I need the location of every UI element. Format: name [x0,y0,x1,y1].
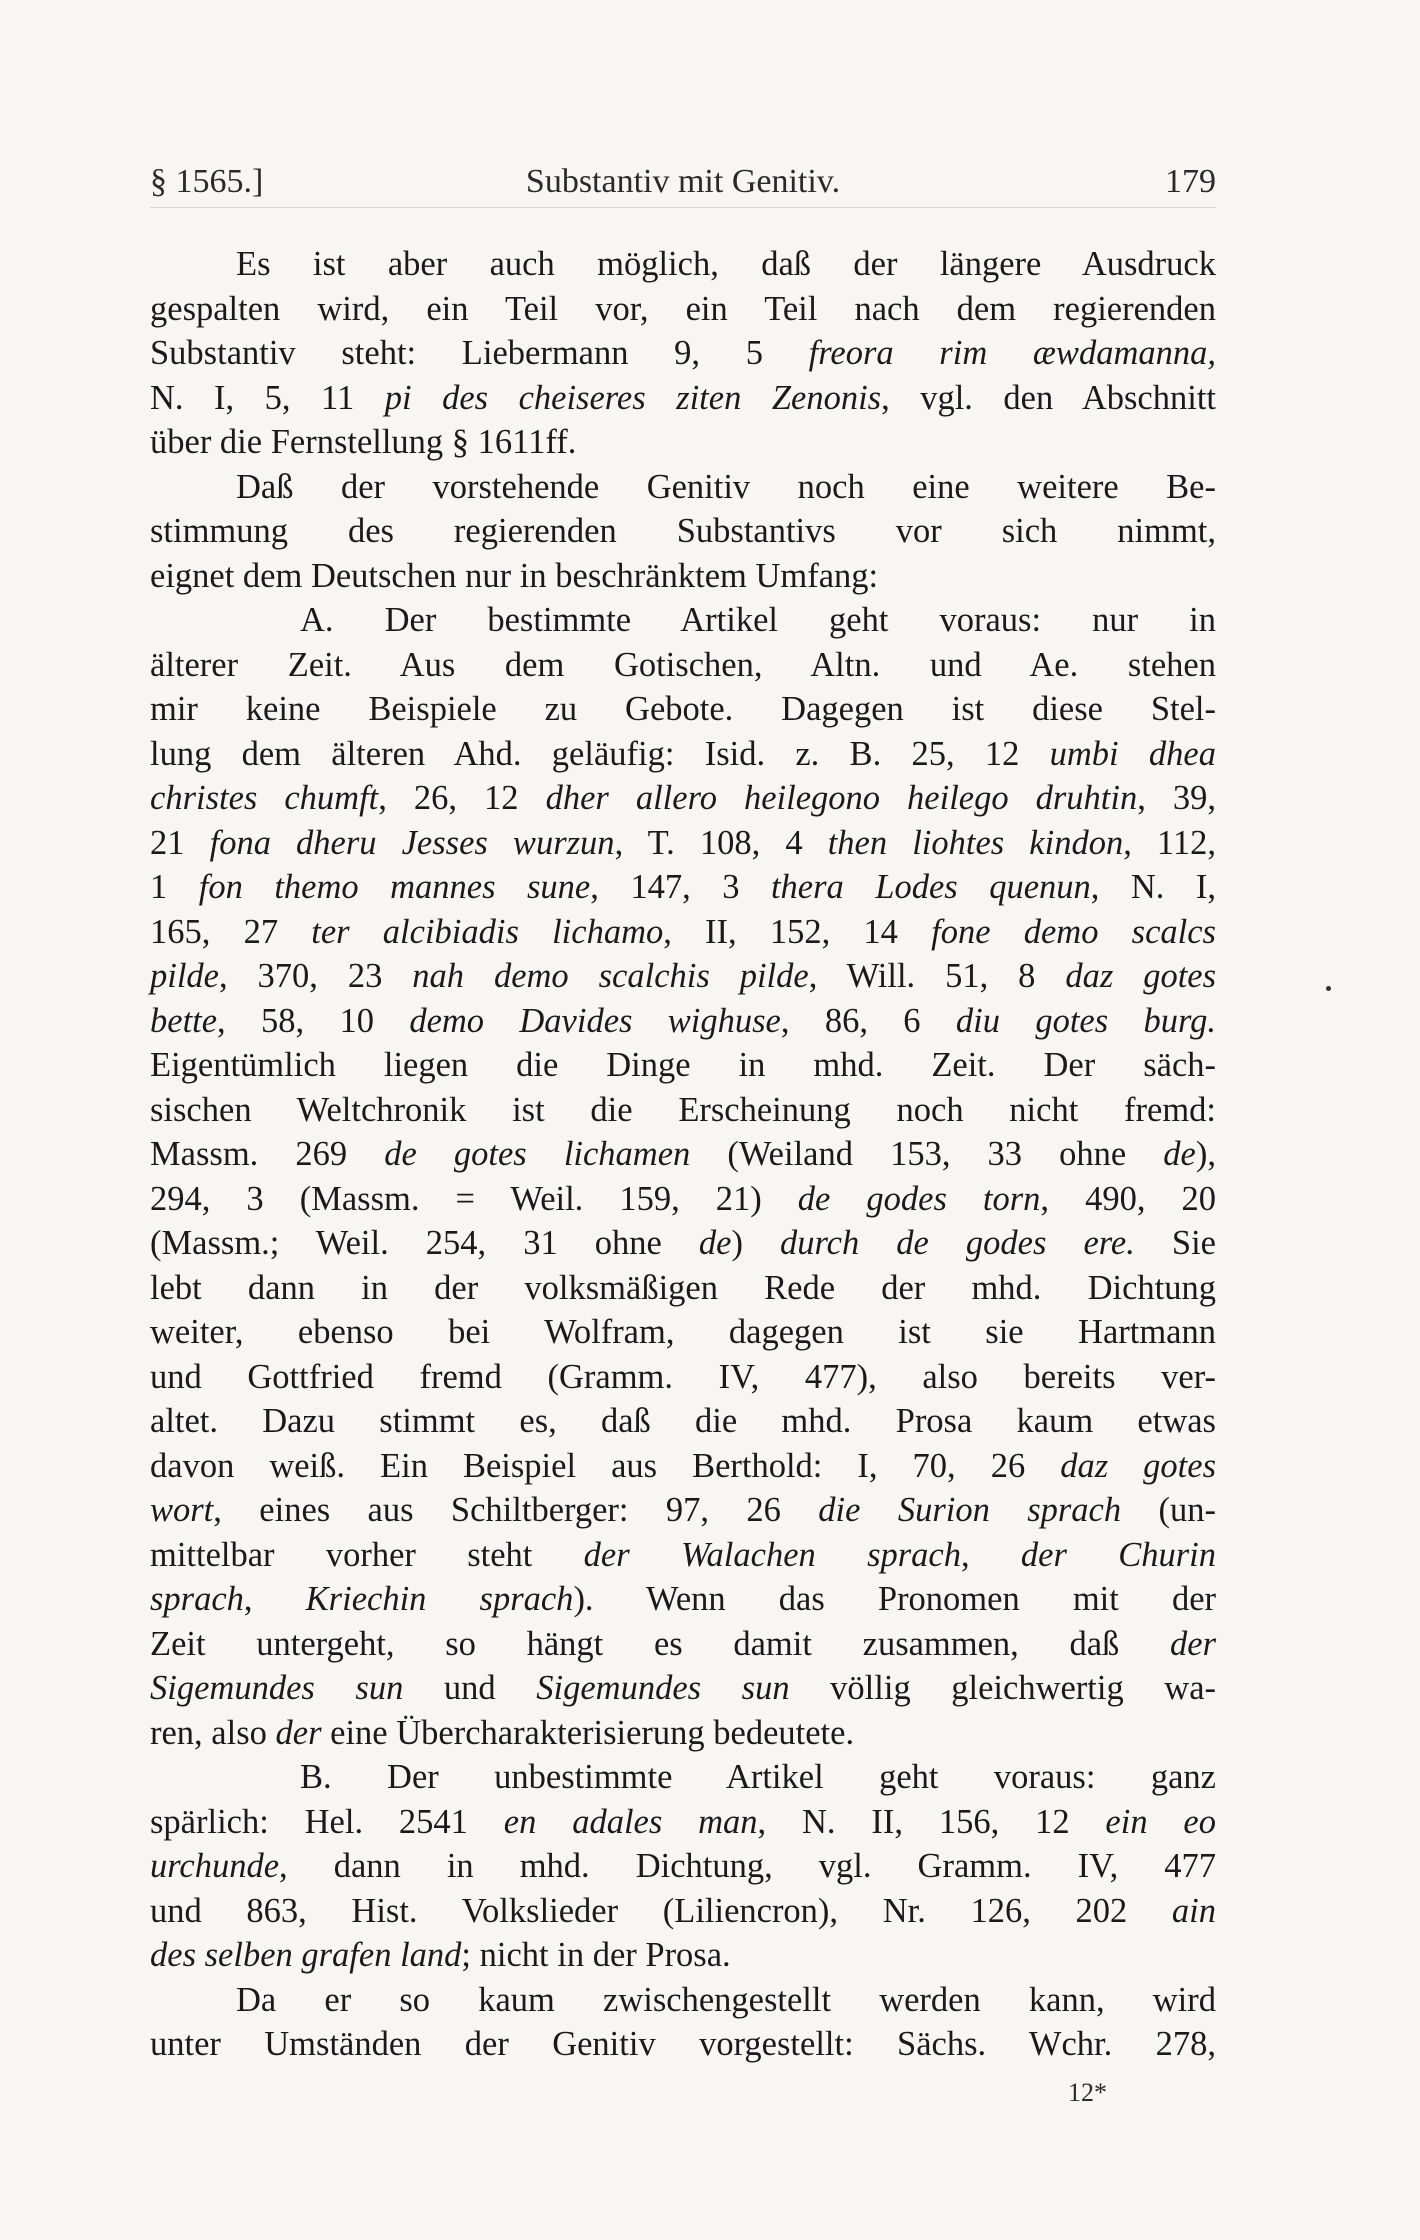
text-line: lebt dann in der volksmäßigen Rede der mhd. Dichtung [150,1268,1216,1307]
text-line: 165, 27 ter alcibiadis lichamo, II, 152, 14 fone demo scalcs [150,912,1216,951]
text-line: B. Der unbestimmte Artikel geht voraus: ganz [300,1758,1216,1796]
text-line: davon weiß. Ein Beispiel aus Berthold: I, 70, 26 daz gotes [150,1446,1217,1485]
text-line: und 863, Hist. Volkslieder (Liliencron), Nr. 126, 202 ain [150,1891,1216,1930]
text-line: Sigemundes sun und Sigemundes sun völlig gleichwertig wa- [150,1669,1217,1707]
text-line: (Massm.; Weil. 254, 31 ohne de) durch de godes ere. Sie [150,1224,1216,1262]
page-number: 179 [1165,163,1216,200]
header-divider [150,207,1216,208]
text-line: Substantiv steht: Liebermann 9, 5 freora rim æwdamanna, [150,334,1216,372]
text-line: älterer Zeit. Aus dem Gotischen, Altn. und Ae. stehen [150,645,1216,684]
text-line: 21 fona dheru Jesses wurzun, T. 108, 4 then liohtes kindon, 112, [150,823,1217,862]
text-line: des selben grafen land; nicht in der Prosa. [150,1936,731,1974]
signature-mark: 12* [1068,2078,1107,2107]
text-line: Eigentümlich liegen die Dinge in mhd. Zeit. Der säch- [150,1046,1216,1084]
body-text [150,242,1216,2067]
text-line: lung dem älteren Ahd. geläufig: Isid. z. B. 25, 12 umbi dhea [150,734,1216,773]
text-line: Daß der vorstehende Genitiv noch eine weitere Be- [236,467,1216,506]
print-speck [1326,986,1331,991]
text-line: mir keine Beispiele zu Gebote. Dagegen ist diese Stel- [150,690,1216,728]
text-line: und Gottfried fremd (Gramm. IV, 477), also bereits ver- [150,1357,1216,1396]
text-line: altet. Dazu stimmt es, daß die mhd. Prosa kaum etwas [150,1402,1216,1440]
text-line: sischen Weltchronik ist die Erscheinung noch nicht fremd: [150,1090,1216,1129]
text-line: weiter, ebenso bei Wolfram, dagegen ist sie Hartmann [150,1313,1216,1351]
text-line: urchunde, dann in mhd. Dichtung, vgl. Gramm. IV, 477 [150,1847,1216,1885]
text-line: N. I, 5, 11 pi des cheiseres ziten Zenonis, vgl. den Abschnitt [150,378,1216,417]
text-line: Da er so kaum zwischengestellt werden kann, wird [236,1980,1216,2019]
text-line: stimmung des regierenden Substantivs vor sich nimmt, [150,512,1216,550]
section-reference: § 1565.] [150,163,264,200]
text-line: Zeit untergeht, so hängt es damit zusammen, daß der [150,1624,1216,1663]
text-line: sprach, Kriechin sprach). Wenn das Pronomen mit der [150,1580,1216,1618]
text-line: pilde, 370, 23 nah demo scalchis pilde, Will. 51, 8 daz gotes [150,957,1217,995]
text-line: bette, 58, 10 demo Davides wighuse, 86, 6 diu gotes burg. [150,1001,1217,1040]
text-line: wort, eines aus Schiltberger: 97, 26 die Surion sprach (un- [150,1491,1216,1529]
text-line: spärlich: Hel. 2541 en adales man, N. II, 156, 12 ein eo [150,1802,1216,1841]
text-line: unter Umständen der Genitiv vorgestellt: Sächs. Wchr. 278, [150,2025,1216,2063]
text-line: mittelbar vorher steht der Walachen sprach, der Churin [150,1535,1216,1574]
text-line: über die Fernstellung § 1611ff. [150,423,577,461]
text-line: ren, also der eine Übercharakterisierung bedeutete. [150,1713,855,1752]
text-line: Es ist aber auch möglich, daß der längere Ausdruck [236,245,1216,283]
running-title: Substantiv mit Genitiv. [525,163,841,200]
text-line: eignet dem Deutschen nur in beschränktem Umfang: [150,556,879,595]
text-line: 294, 3 (Massm. = Weil. 159, 21) de godes torn, 490, 20 [150,1179,1216,1218]
text-line: gespalten wird, ein Teil vor, ein Teil nach dem regierenden [150,289,1216,328]
text-line: Massm. 269 de gotes lichamen (Weiland 153, 33 ohne de), [150,1135,1216,1173]
text-line: 1 fon themo mannes sune, 147, 3 thera Lodes quenun, N. I, [150,868,1217,906]
text-line: christes chumft, 26, 12 dher allero heilegono heilego druhtin, 39, [150,779,1217,817]
text-line: A. Der bestimmte Artikel geht voraus: nur in [300,601,1216,639]
